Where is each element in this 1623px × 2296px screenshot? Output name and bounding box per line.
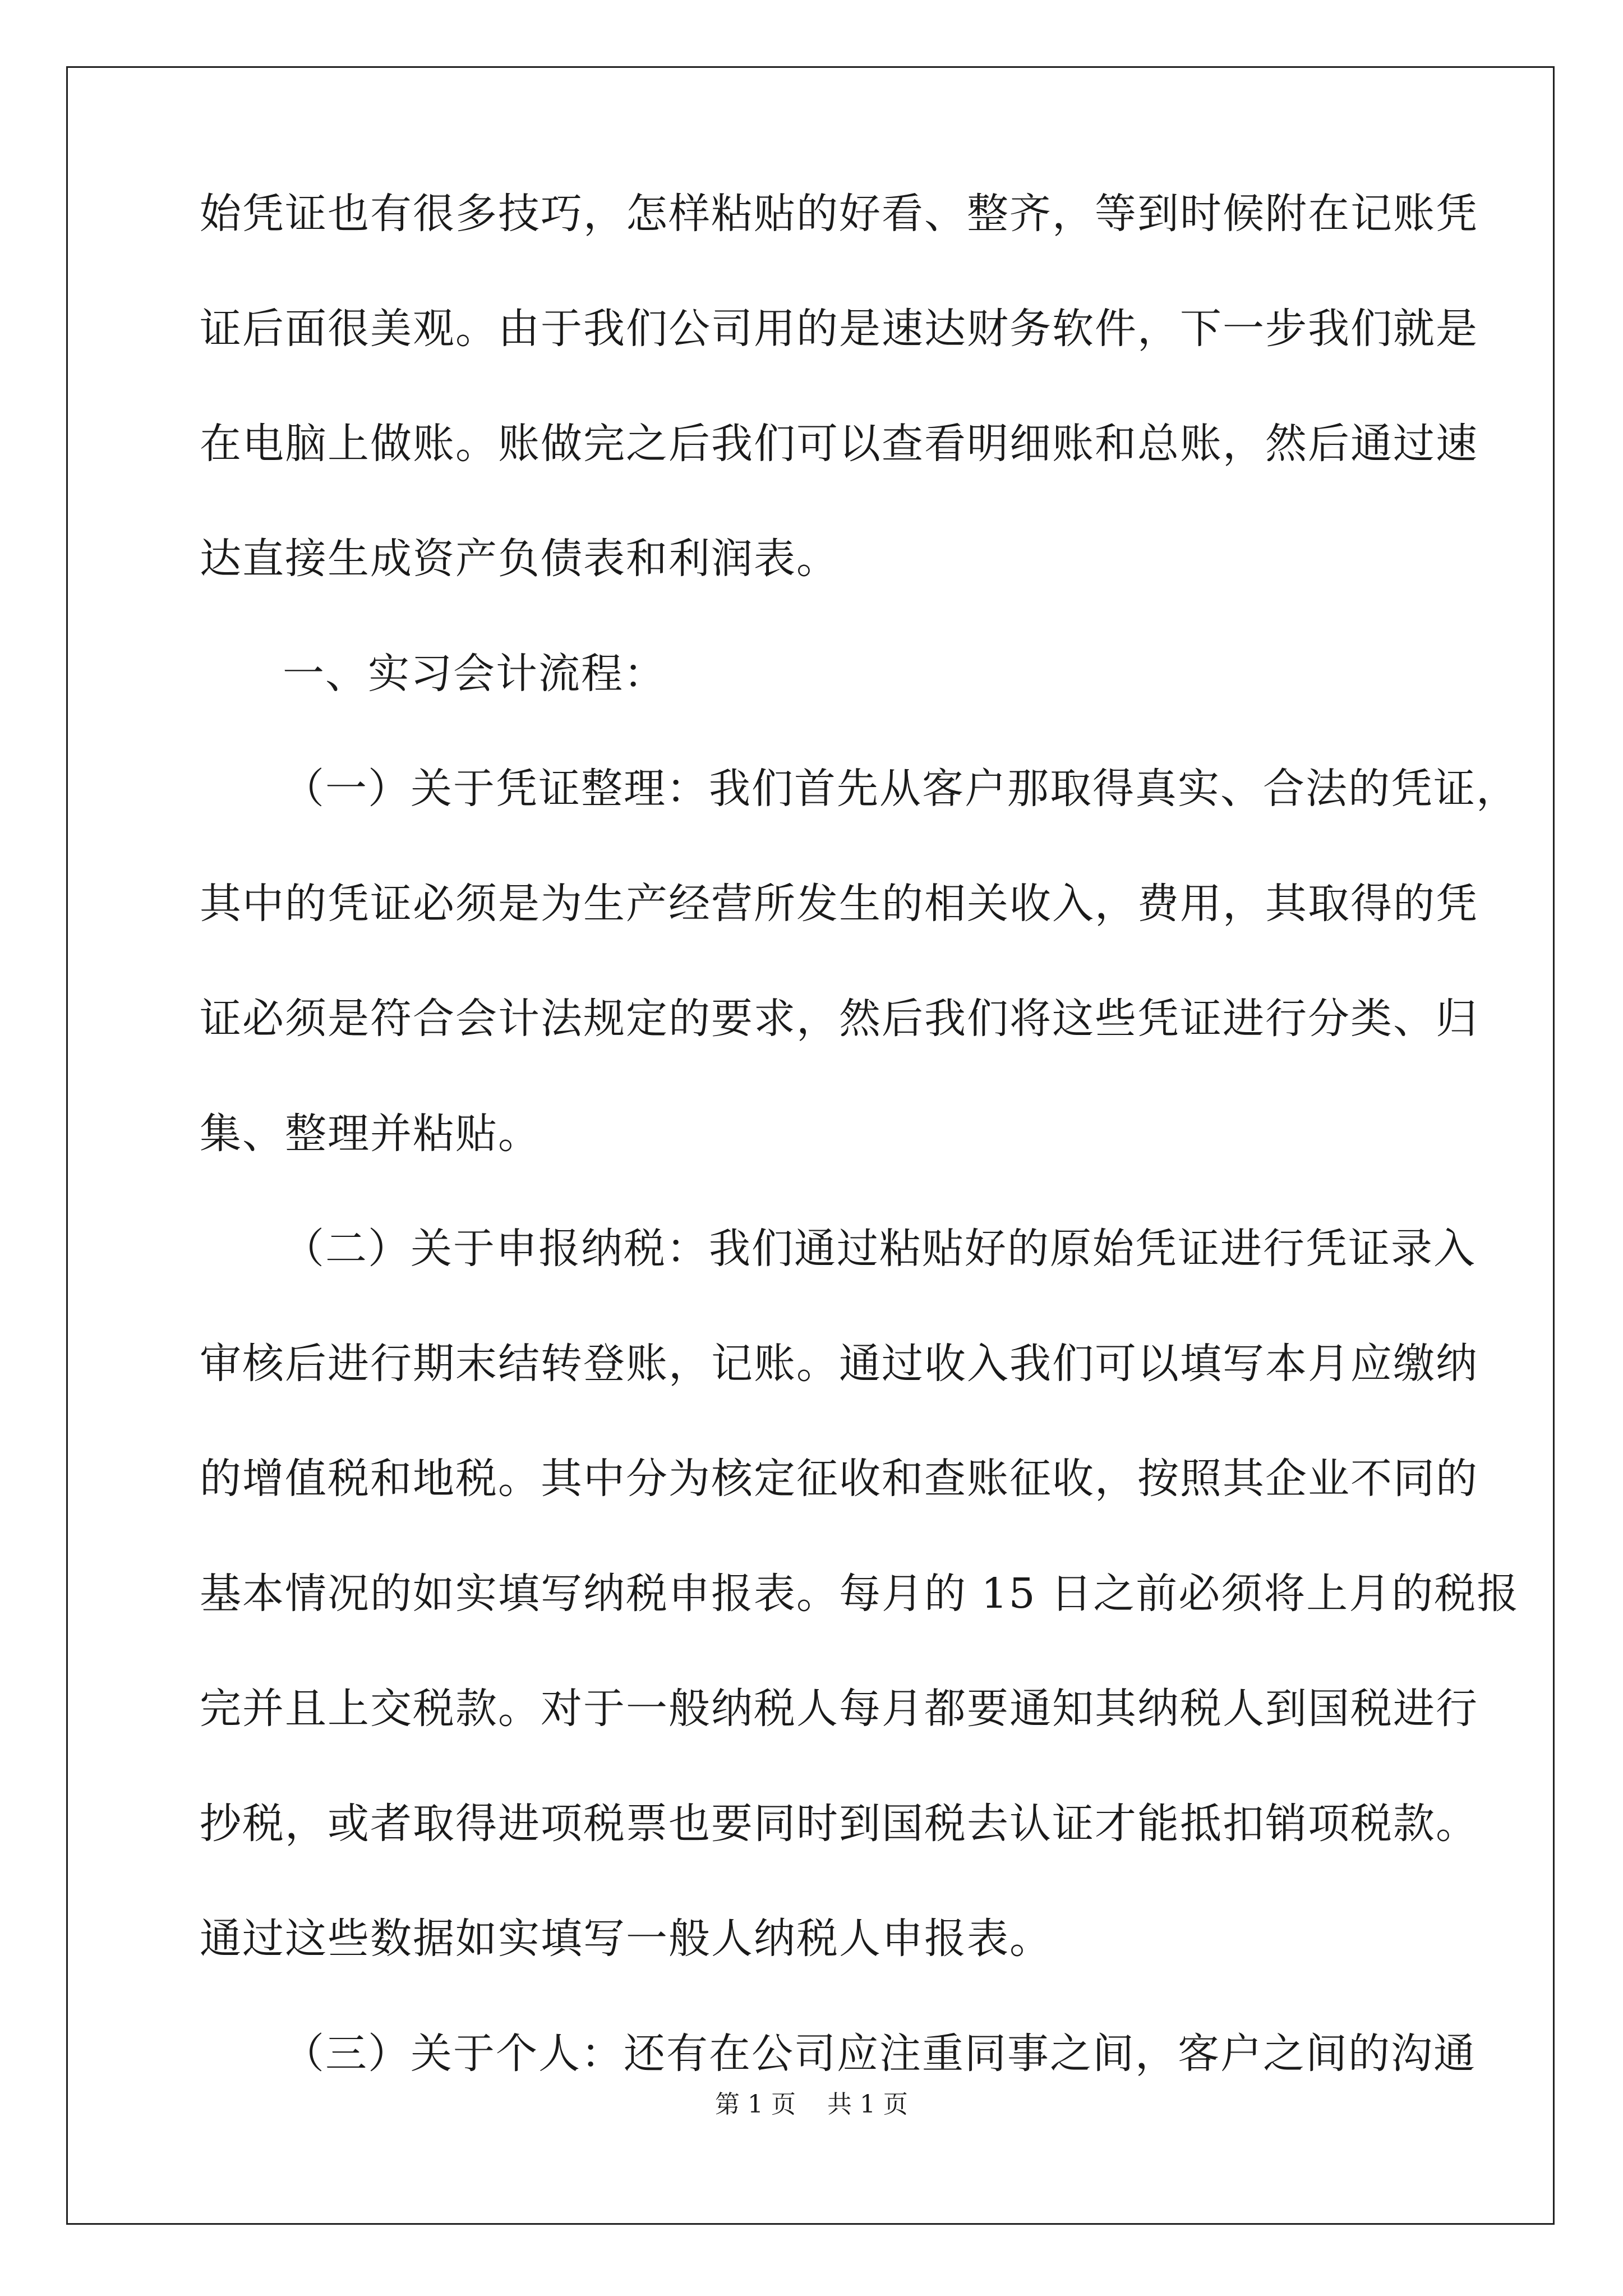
text-line: 的增值税和地税。其中分为核定征收和查账征收，按照其企业不同的 [200, 1455, 1478, 1503]
text-line: 集、整理并粘贴。 [200, 1110, 541, 1158]
text-line: 审核后进行期末结转登账，记账。通过收入我们可以填写本月应缴纳 [200, 1340, 1478, 1388]
text-line: 其中的凭证必须是为生产经营所发生的相关收入，费用，其取得的凭 [200, 880, 1478, 928]
page-number-footer: 第 1 页 共 1 页 [715, 2090, 908, 2119]
text-line: （二）关于申报纳税：我们通过粘贴好的原始凭证进行凭证录入 [283, 1225, 1476, 1273]
text-line: 基本情况的如实填写纳税申报表。每月的 15 日之前必须将上月的税报 [200, 1570, 1520, 1618]
text-line: 证必须是符合会计法规定的要求，然后我们将这些凭证进行分类、归 [200, 995, 1478, 1043]
text-line: 完并且上交税款。对于一般纳税人每月都要通知其纳税人到国税进行 [200, 1685, 1478, 1733]
text-line: 通过这些数据如实填写一般人纳税人申报表。 [200, 1915, 1052, 1963]
text-line: 达直接生成资产负债表和利润表。 [200, 535, 839, 583]
section-heading: 一、实习会计流程： [283, 650, 666, 698]
text-line: 抄税，或者取得进项税票也要同时到国税去认证才能抵扣销项税款。 [200, 1800, 1478, 1848]
text-line: 始凭证也有很多技巧，怎样粘贴的好看、整齐，等到时候附在记账凭 [200, 190, 1478, 238]
text-line: （三）关于个人：还有在公司应注重同事之间，客户之间的沟通 [283, 2030, 1476, 2078]
text-line: （一）关于凭证整理：我们首先从客户那取得真实、合法的凭证， [283, 765, 1519, 813]
document-body [200, 190, 1520, 2148]
text-line: 证后面很美观。由于我们公司用的是速达财务软件，下一步我们就是 [200, 305, 1478, 353]
text-line: 在电脑上做账。账做完之后我们可以查看明细账和总账，然后通过速 [200, 420, 1478, 468]
